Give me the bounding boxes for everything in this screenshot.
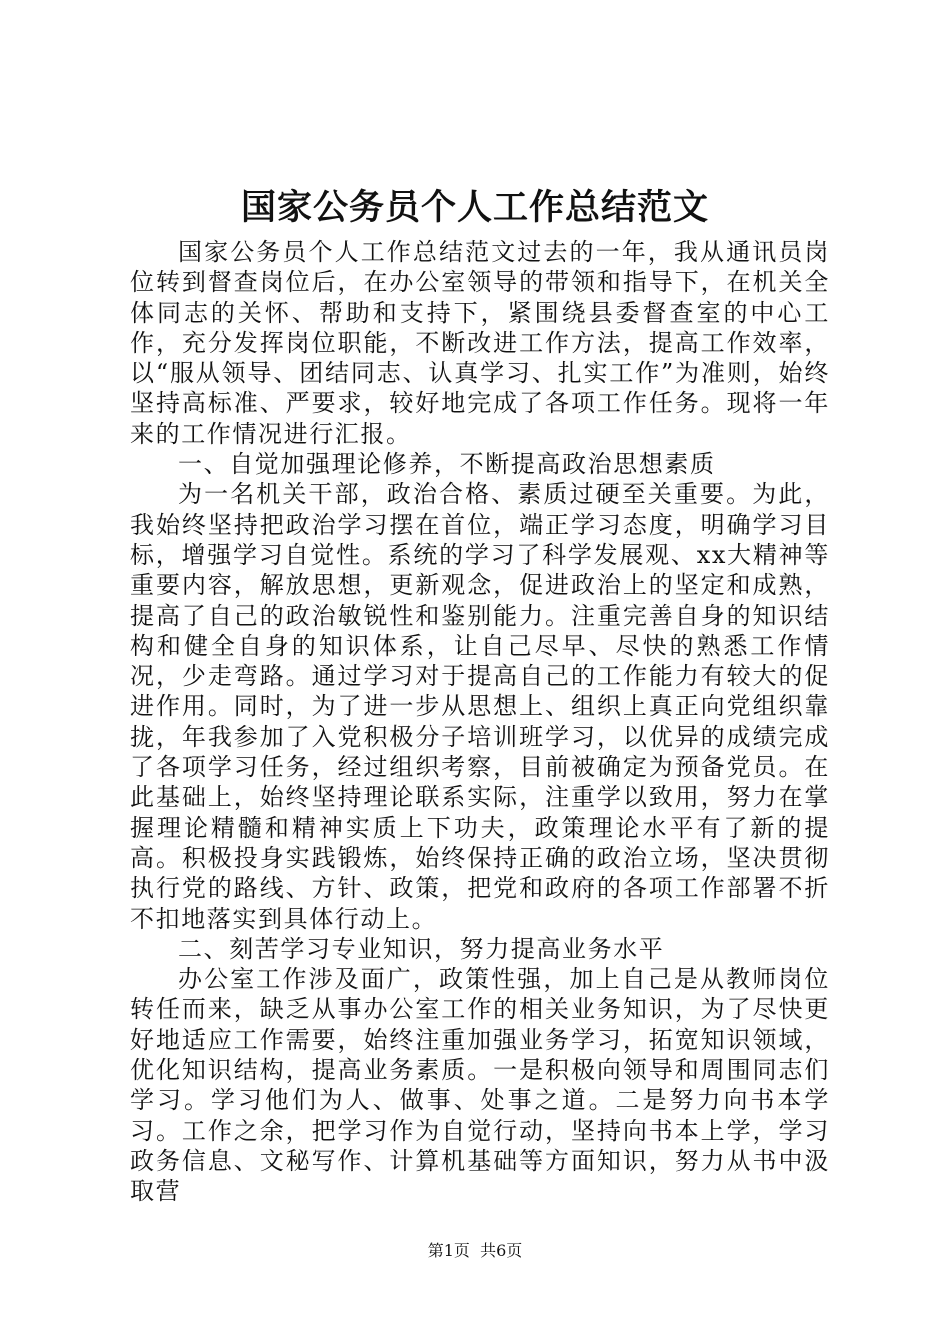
paragraph-intro: 国家公务员个人工作总结范文过去的一年，我从通讯员岗位转到督查岗位后，在办公室领导的带领和指导下，在机关全体同志的关怀、帮助和支持下，紧围绕县委督查室的中心工作，充分发挥岗位职能，不断改进工作方法，提高工作效率，以“服从领导、团结同志、认真学习、扎实工作”为准则，始终坚持高标准、严要求，较好地完成了各项工作任务。现将一年来的工作情况进行汇报。 [130,238,830,448]
document-title: 国家公务员个人工作总结范文 [240,187,709,228]
total-pages: 共6页 [480,1241,523,1260]
paragraph-section-2: 办公室工作涉及面广，政策性强，加上自己是从教师岗位转任而来，缺乏从事办公室工作的相关业务知识，为了尽快更好地适应工作需要，始终注重加强业务学习，拓宽知识领域，优化知识结构，提高业务素质。一是积极向领导和周围同志们学习。学习他们为人、做事、处事之道。二是努力向书本学习。工作之余，把学习作为自觉行动，坚持向书本上学，学习政务信息、文秘写作、计算机基础等方面知识，努力从书中汲取营 [130,965,830,1206]
page-footer [0,1240,950,1262]
paragraph-section-1: 为一名机关干部，政治合格、素质过硬至关重要。为此，我始终坚持把政治学习摆在首位，端正学习态度，明确学习目标，增强学习自觉性。系统的学习了科学发展观、xx大精神等重要内容，解放思想，更新观念，促进政治上的坚定和成熟，提高了自己的政治敏锐性和鉴别能力。注重完善自身的知识结构和健全自身的知识体系，让自己尽早、尽快的熟悉工作情况，少走弯路。通过学习对于提高自己的工作能力有较大的促进作用。同时，为了进一步从思想上、组织上真正向党组织靠拢，年我参加了入党积极分子培训班学习，以优异的成绩完成了各项学习任务，经过组织考察，目前被确定为预备党员。在此基础上，始终坚持理论联系实际，注重学以致用，努力在掌握理论精髓和精神实质上下功夫，政策理论水平有了新的提高。积极投身实践锻炼，始终保持正确的政治立场，坚决贯彻执行党的路线、方针、政策，把党和政府的各项工作部署不折不扣地落实到具体行动上。 [130,480,830,933]
document-body [130,237,830,1207]
page-number: 第1页 [427,1241,470,1260]
section-heading-2: 二、刻苦学习专业知识，努力提高业务水平 [178,934,665,963]
section-heading-1: 一、自觉加强理论修养，不断提高政治思想素质 [178,450,716,479]
